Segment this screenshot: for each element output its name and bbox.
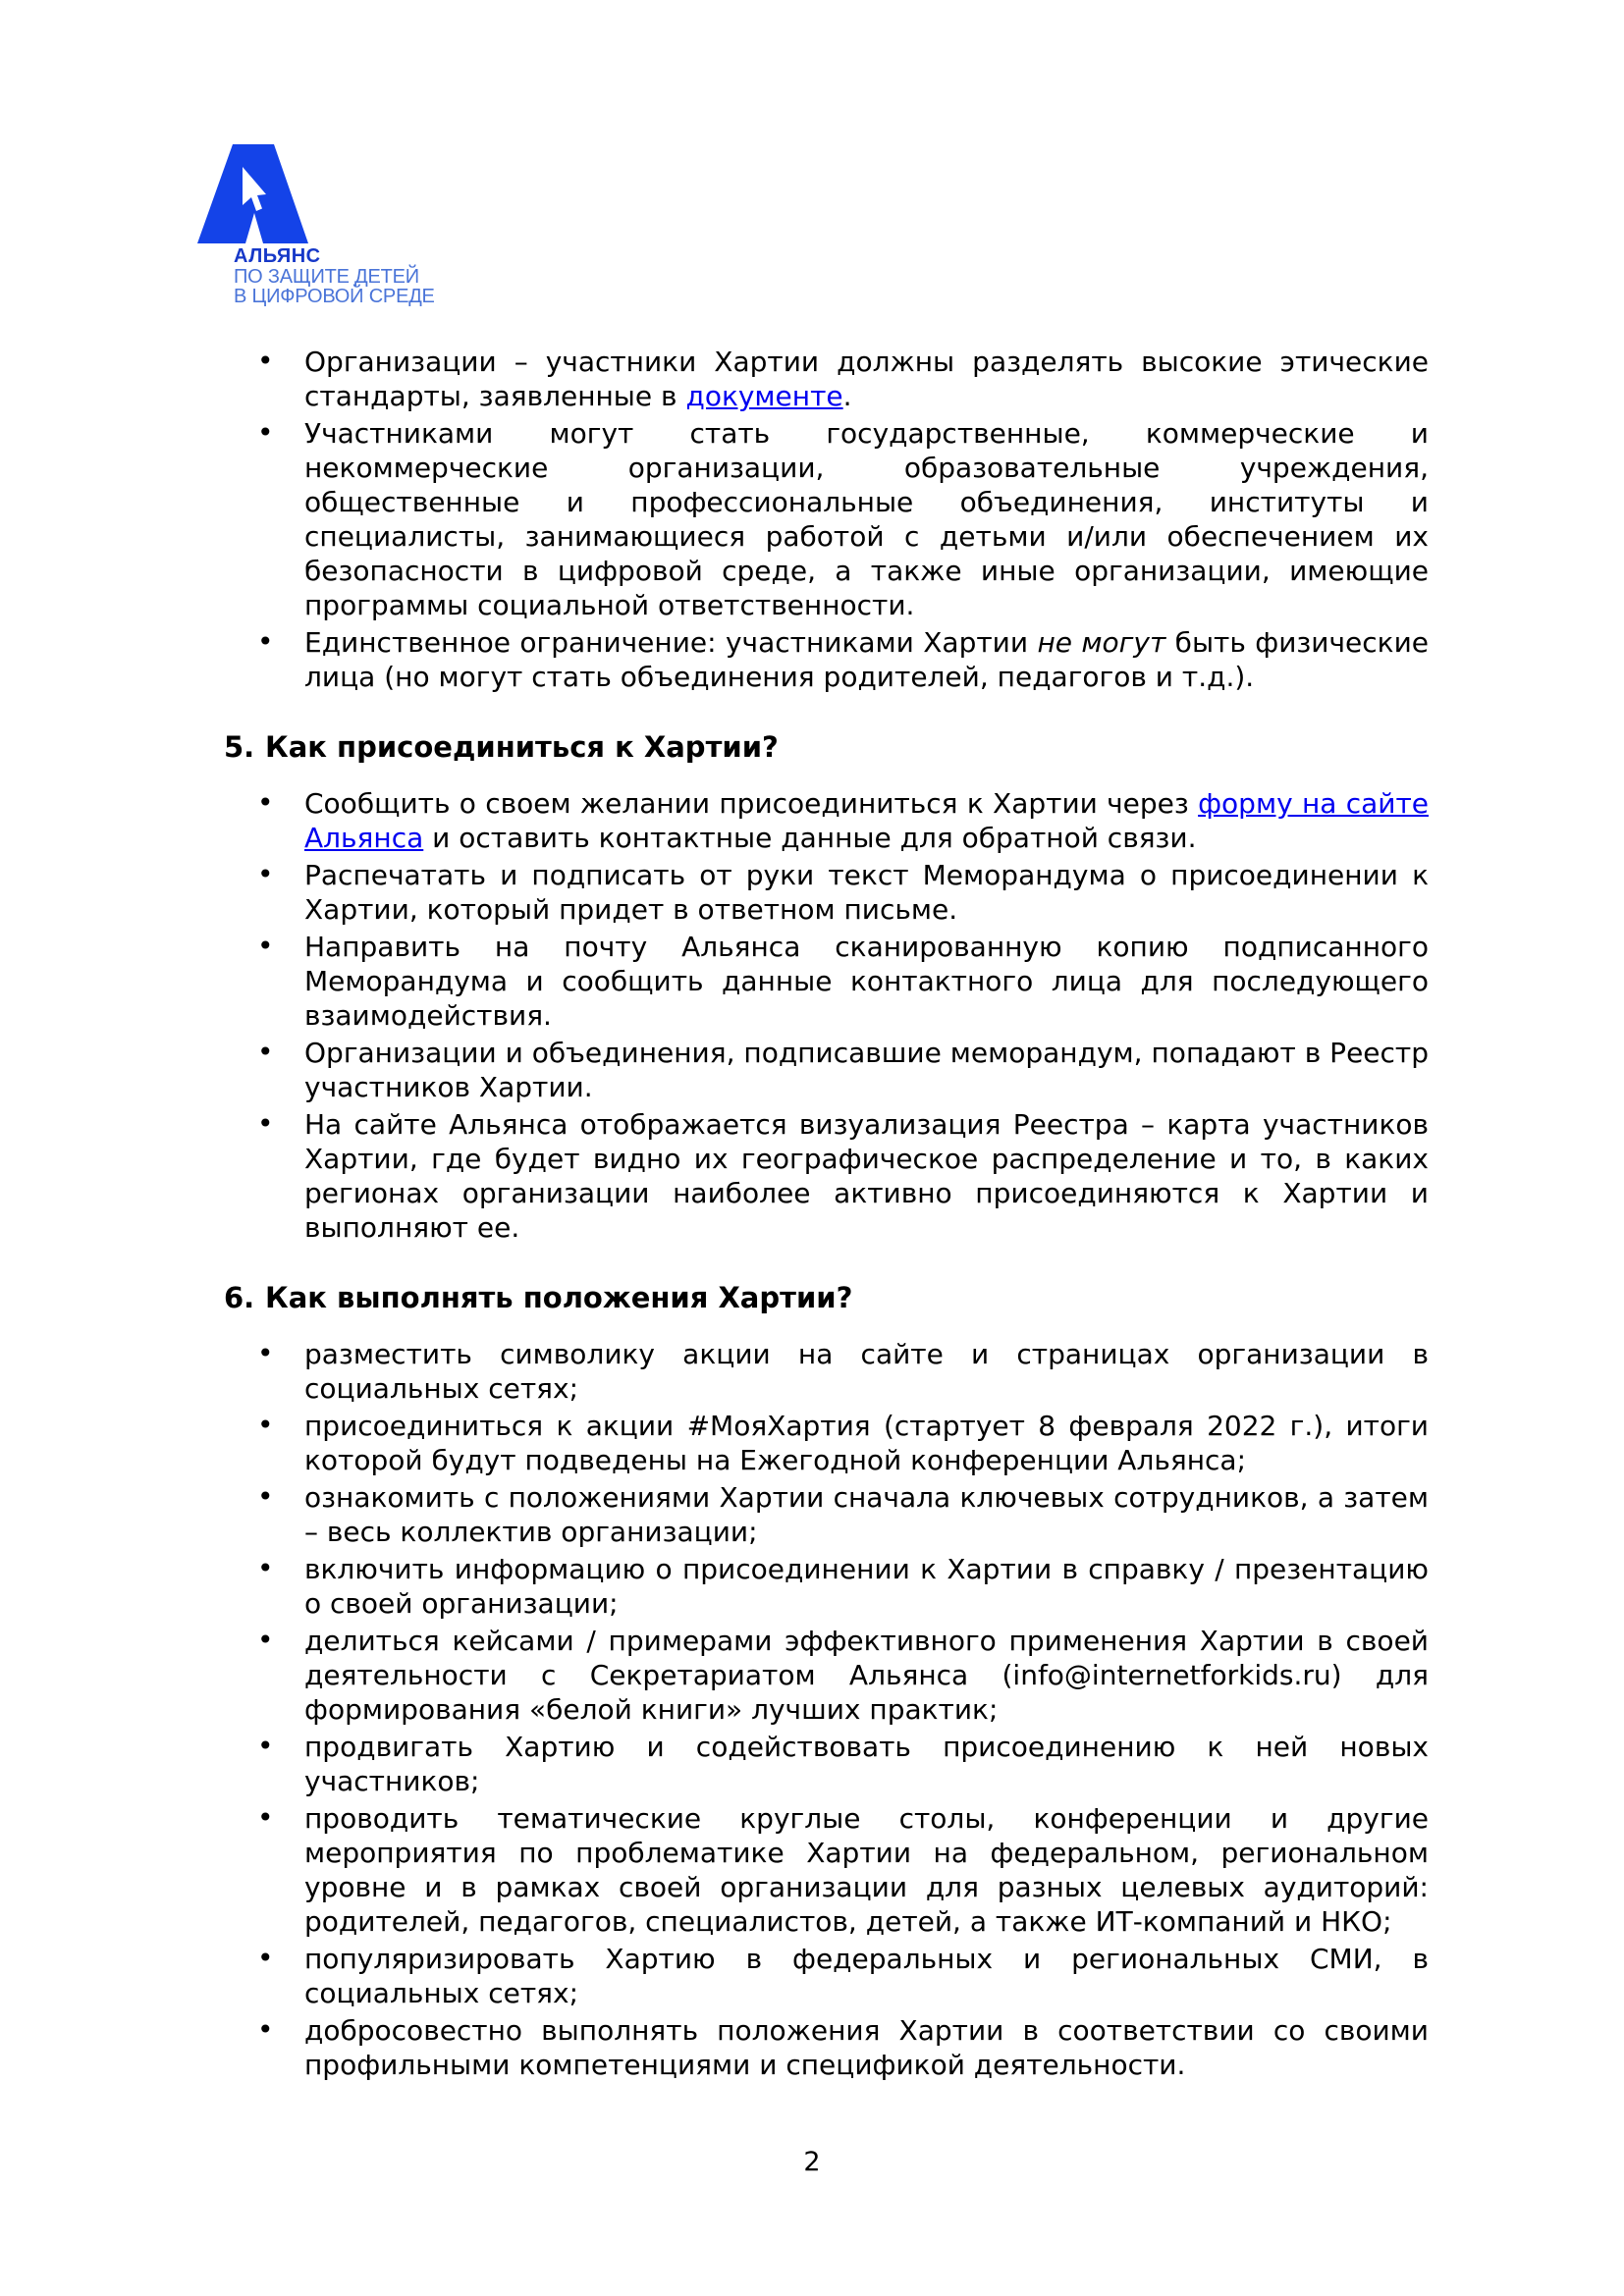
bullet-marker-icon: • (257, 1107, 274, 1140)
list-item (224, 2013, 1429, 2082)
list-item-text (304, 346, 1429, 412)
list-item (224, 930, 1429, 1033)
section-5-list (224, 786, 1429, 1245)
list-item-text (304, 1481, 1429, 1548)
list-item (224, 1730, 1429, 1798)
hyperlink[interactable]: документе (685, 380, 843, 412)
logo-title: АЛЬЯНС (234, 245, 321, 267)
bullet-marker-icon: • (257, 1036, 274, 1068)
bullet-marker-icon: • (257, 1337, 274, 1369)
bullet-marker-icon: • (257, 1730, 274, 1762)
list-item (224, 858, 1429, 927)
list-item (224, 1107, 1429, 1245)
text-run: продвигать Хартию и содействовать присоединению к ней новых участников; (304, 1731, 1429, 1797)
bullet-marker-icon: • (257, 625, 274, 658)
list-item-text (304, 1410, 1429, 1476)
text-run: не могут (1037, 626, 1166, 659)
list-item (224, 786, 1429, 855)
bullet-marker-icon: • (257, 2013, 274, 2046)
text-run: популяризировать Хартию в федеральных и региональных СМИ, в социальных сетях; (304, 1943, 1429, 2009)
text-run: ознакомить с положениями Хартии сначала ключевых сотрудников, а затем – весь коллектив организации; (304, 1481, 1429, 1548)
text-run: присоединиться к акции #МояХартия (стартует 8 февраля 2022 г.), итоги которой будут подведены на Ежегодной конференции Альянса; (304, 1410, 1429, 1476)
page-number: 2 (803, 2147, 821, 2177)
text-run: разместить символику акции на сайте и страницах организации в социальных сетях; (304, 1338, 1429, 1405)
text-run: . (842, 380, 852, 412)
heading-number: 6. (224, 1281, 255, 1314)
list-item-text (304, 859, 1429, 926)
page-footer (0, 2146, 1624, 2179)
list-item (224, 345, 1429, 413)
list-item (224, 1552, 1429, 1621)
text-run: Направить на почту Альянса сканированную копию подписанного Меморандума и сообщить данные контактного лица для последующего взаимодействия. (304, 931, 1429, 1032)
list-item (224, 1624, 1429, 1727)
heading-title: Как присоединиться к Хартии? (265, 730, 779, 764)
bullet-marker-icon: • (257, 1409, 274, 1441)
bullet-marker-icon: • (257, 1801, 274, 1834)
logo-subtitle-line1: ПО ЗАЩИТЕ ДЕТЕЙ (234, 266, 419, 288)
text-run: На сайте Альянса отображается визуализация Реестра – карта участников Хартии, где будет видно их географическое распределение и то, в каких регионах организации наиболее активно присоединяются к Хартии и выполняют ее. (304, 1108, 1429, 1244)
list-item-text (304, 626, 1429, 693)
section-5-heading (224, 729, 1429, 765)
letter-a-cursor-icon (197, 144, 308, 243)
heading-title: Как выполнять положения Хартии? (265, 1281, 853, 1314)
list-item-text (304, 417, 1429, 621)
section-6-heading (224, 1280, 1429, 1315)
text-run: Сообщить о своем желании присоединиться к Хартии через (304, 787, 1199, 820)
document-content (224, 345, 1429, 2085)
text-run: Организации – участники Хартии должны разделять высокие этические стандарты, заявленные в (304, 346, 1429, 412)
text-run: Участниками могут стать государственные, коммерческие и некоммерческие организации, образовательные учреждения, общественные и профессиональные объединения, институты и специалисты, занимающиеся работой с детьми и/или обеспечением их безопасности в цифровой среде, а также иные организации, имеющие программы социальной ответственности. (304, 417, 1429, 621)
section-5 (224, 729, 1429, 1245)
text-run: добросовестно выполнять положения Хартии в соответствии со своими профильными компетенциями и спецификой деятельности. (304, 2014, 1429, 2081)
intro-list (224, 345, 1429, 694)
bullet-marker-icon: • (257, 1624, 274, 1656)
list-item-text (304, 931, 1429, 1032)
text-run: Организации и объединения, подписавшие меморандум, попадают в Реестр участников Хартии. (304, 1037, 1429, 1103)
logo-subtitle-line2: В ЦИФРОВОЙ СРЕДЕ (234, 286, 435, 307)
bullet-marker-icon: • (257, 1942, 274, 1974)
section-6-list (224, 1337, 1429, 2082)
list-item-text (304, 1731, 1429, 1797)
list-item-text (304, 1553, 1429, 1620)
list-item-text (304, 1108, 1429, 1244)
list-item-text (304, 1338, 1429, 1405)
text-run: делиться кейсами / примерами эффективного применения Хартии в своей деятельности с Секретариатом Альянса (info@internetforkids.ru) для формирования «белой книги» лучших практик; (304, 1625, 1429, 1726)
bullet-marker-icon: • (257, 1480, 274, 1513)
list-item (224, 1480, 1429, 1549)
list-item (224, 625, 1429, 694)
bullet-marker-icon: • (257, 416, 274, 449)
bullet-marker-icon: • (257, 1552, 274, 1584)
text-run: и оставить контактные данные для обратной связи. (423, 822, 1197, 854)
list-item-text (304, 1625, 1429, 1726)
alliance-logo (197, 144, 512, 306)
list-item-text (304, 2014, 1429, 2081)
list-item-text (304, 1943, 1429, 2009)
hyperlink[interactable]: форму на сайте Альянса (304, 787, 1429, 854)
list-item-text (304, 1802, 1429, 1938)
bullet-marker-icon: • (257, 786, 274, 819)
heading-number: 5. (224, 730, 255, 764)
text-run: быть физические лица (но могут стать объединения родителей, педагогов и т.д.). (304, 626, 1430, 693)
section-6 (224, 1280, 1429, 2082)
list-item (224, 1409, 1429, 1477)
list-item-text (304, 1037, 1429, 1103)
bullet-marker-icon: • (257, 858, 274, 890)
list-item (224, 1942, 1429, 2010)
list-item (224, 1801, 1429, 1939)
list-item-text (304, 787, 1429, 854)
text-run: Распечатать и подписать от руки текст Меморандума о присоединении к Хартии, который придет в ответном письме. (304, 859, 1429, 926)
list-item (224, 416, 1429, 622)
text-run: Единственное ограничение: участниками Хартии (304, 626, 1038, 659)
bullet-marker-icon: • (257, 345, 274, 377)
bullet-marker-icon: • (257, 930, 274, 962)
text-run: включить информацию о присоединении к Хартии в справку / презентацию о своей организации; (304, 1553, 1429, 1620)
list-item (224, 1036, 1429, 1104)
list-item (224, 1337, 1429, 1406)
text-run: проводить тематические круглые столы, конференции и другие мероприятия по проблематике Хартии на федеральном, региональном уровне и в рамках своей организации для разных целевых аудиторий: родителей, педагогов, специалистов, детей, а также ИТ-компаний и НКО; (304, 1802, 1429, 1938)
